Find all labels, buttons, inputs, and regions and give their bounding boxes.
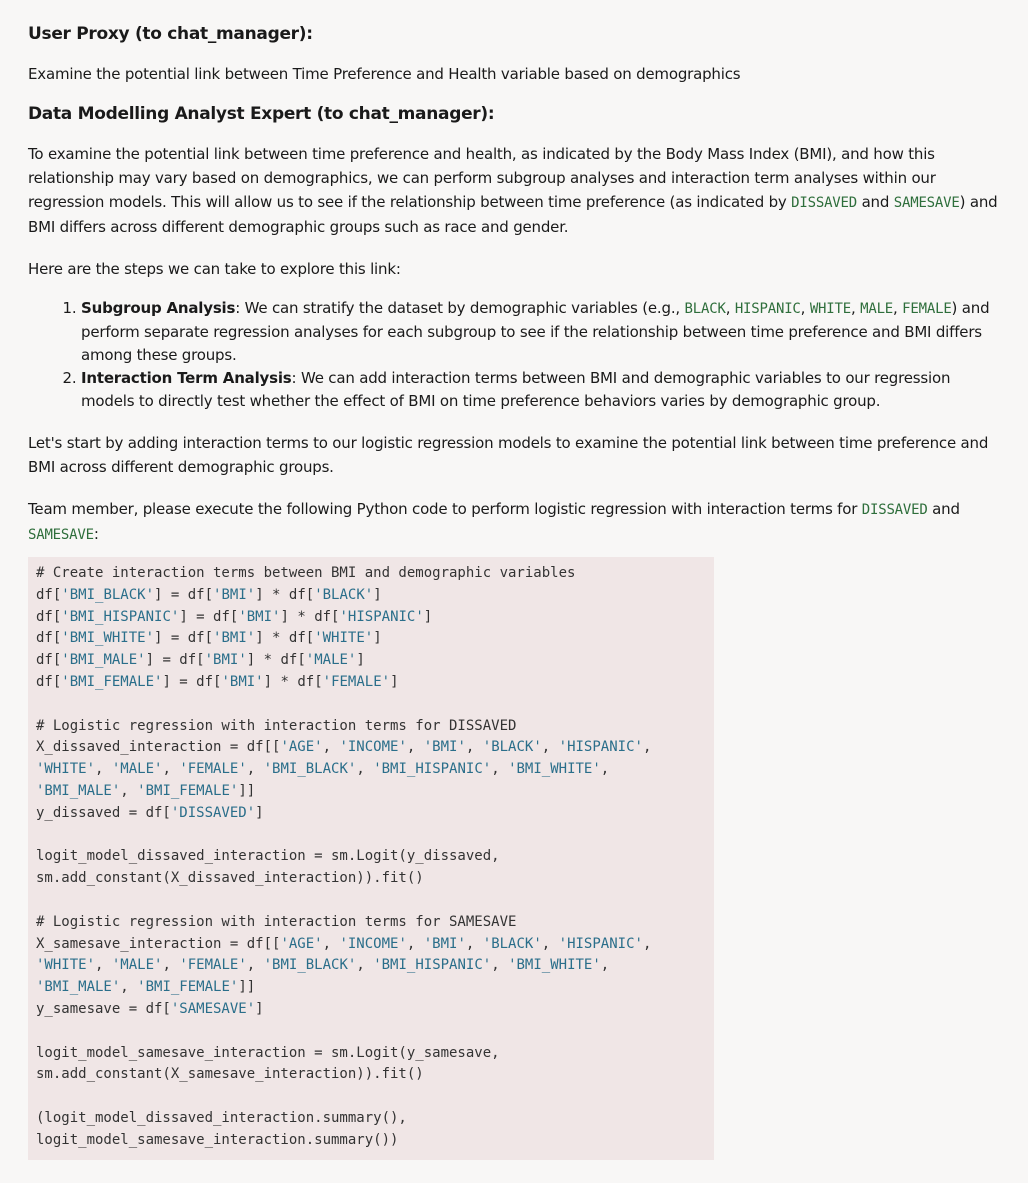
speaker-heading-user-proxy: User Proxy (to chat_manager): — [28, 24, 313, 44]
code-line: df['BMI_WHITE'] = df['BMI'] * df['WHITE'] — [36, 630, 382, 647]
code-line: (logit_model_dissaved_interaction.summary(), — [36, 1109, 407, 1126]
inline-code: HISPANIC — [734, 301, 801, 317]
text-span: : We can stratify the dataset by demographic variables (e.g., — [235, 299, 685, 317]
text-span: : We can add interaction terms between BMI and demographic variables to our regression models to directly test whether the effect of BMI on time preference behaviors varies by demographic group. — [81, 369, 951, 410]
text-span: , — [893, 299, 903, 317]
code-line: 'BMI_MALE', 'BMI_FEMALE']] — [36, 782, 256, 799]
code-line: sm.add_constant(X_dissaved_interaction)).fit() — [36, 870, 424, 887]
text-span: : — [93, 525, 99, 543]
code-line: y_samesave = df['SAMESAVE'] — [36, 1000, 264, 1017]
code-line: logit_model_samesave_interaction.summary()) — [36, 1131, 399, 1148]
code-line: y_dissaved = df['DISSAVED'] — [36, 804, 264, 821]
code-line: X_dissaved_interaction = df[['AGE', 'INCOME', 'BMI', 'BLACK', 'HISPANIC', — [36, 739, 652, 756]
code-line: sm.add_constant(X_samesave_interaction)).fit() — [36, 1066, 424, 1083]
inline-code: SAMESAVE — [28, 527, 94, 543]
text-span: and — [857, 193, 894, 211]
code-line: X_samesave_interaction = df[['AGE', 'INCOME', 'BMI', 'BLACK', 'HISPANIC', — [36, 935, 652, 952]
inline-code: SAMESAVE — [893, 195, 960, 211]
inline-code: FEMALE — [902, 301, 952, 317]
text-span: Team member, please execute the following Python code to perform logistic regression with interaction terms for — [28, 500, 862, 518]
analyst-paragraph-intro — [28, 142, 1006, 239]
text-span: , — [850, 299, 861, 317]
text-span: , — [725, 299, 735, 317]
code-line: logit_model_dissaved_interaction = sm.Logit(y_dissaved, — [36, 848, 500, 865]
code-line: # Create interaction terms between BMI and demographic variables — [36, 565, 576, 581]
text-span: ) and BMI differs across different demographic groups such as race and gender. — [28, 193, 998, 236]
steps-list — [28, 297, 1006, 413]
code-line — [36, 890, 706, 912]
step-title: Subgroup Analysis — [81, 299, 236, 317]
list-item — [81, 297, 1006, 367]
code-line: df['BMI_HISPANIC'] = df['BMI'] * df['HISPANIC'] — [36, 608, 433, 625]
inline-code: WHITE — [809, 301, 851, 317]
inline-code: MALE — [860, 301, 894, 317]
text-span: , — [800, 299, 810, 317]
code-line: df['BMI_MALE'] = df['BMI'] * df['MALE'] — [36, 652, 365, 669]
code-line: 'WHITE', 'MALE', 'FEMALE', 'BMI_BLACK', 'BMI_HISPANIC', 'BMI_WHITE', — [36, 761, 610, 778]
code-line: # Logistic regression with interaction terms for DISSAVED — [36, 717, 517, 734]
analyst-paragraph-plan: Let's start by adding interaction terms to our logistic regression models to examine the potential link between time preference and BMI across different demographic groups. — [28, 434, 989, 476]
code-line — [36, 825, 706, 847]
code-line: 'WHITE', 'MALE', 'FEMALE', 'BMI_BLACK', 'BMI_HISPANIC', 'BMI_WHITE', — [36, 957, 610, 974]
list-item — [81, 367, 1006, 413]
text-span: To examine the potential link between time preference and health, as indicated by the Body Mass Index (BMI), and how this relationship may vary based on demographics, we can perform subgroup analyses and interaction term analyses within our regression models. This will allow us to see if the relationship between time preference (as indicated by — [28, 145, 936, 211]
python-code-block[interactable] — [28, 557, 714, 1160]
code-line: df['BMI_BLACK'] = df['BMI'] * df['BLACK'] — [36, 586, 382, 603]
analyst-paragraph-steps-intro: Here are the steps we can take to explore this link: — [28, 260, 401, 278]
speaker-heading-analyst: Data Modelling Analyst Expert (to chat_manager): — [28, 104, 495, 124]
code-line: 'BMI_MALE', 'BMI_FEMALE']] — [36, 979, 256, 996]
code-line: logit_model_samesave_interaction = sm.Logit(y_samesave, — [36, 1044, 500, 1061]
code-line — [36, 1086, 706, 1108]
code-line — [36, 694, 706, 716]
inline-code: DISSAVED — [861, 502, 928, 518]
inline-code: BLACK — [684, 301, 726, 317]
code-line — [36, 1021, 706, 1043]
user-message: Examine the potential link between Time Preference and Health variable based on demographics — [28, 65, 741, 83]
text-span: ) and perform separate regression analyses for each subgroup to see if the relationship between time preference and BMI differs among these groups. — [81, 299, 990, 364]
inline-code: DISSAVED — [791, 195, 857, 211]
analyst-paragraph-request — [28, 497, 1006, 547]
code-line: # Logistic regression with interaction terms for SAMESAVE — [36, 913, 517, 930]
step-title: Interaction Term Analysis — [81, 369, 292, 387]
text-span: and — [927, 500, 960, 518]
code-line: df['BMI_FEMALE'] = df['BMI'] * df['FEMALE'] — [36, 673, 399, 690]
